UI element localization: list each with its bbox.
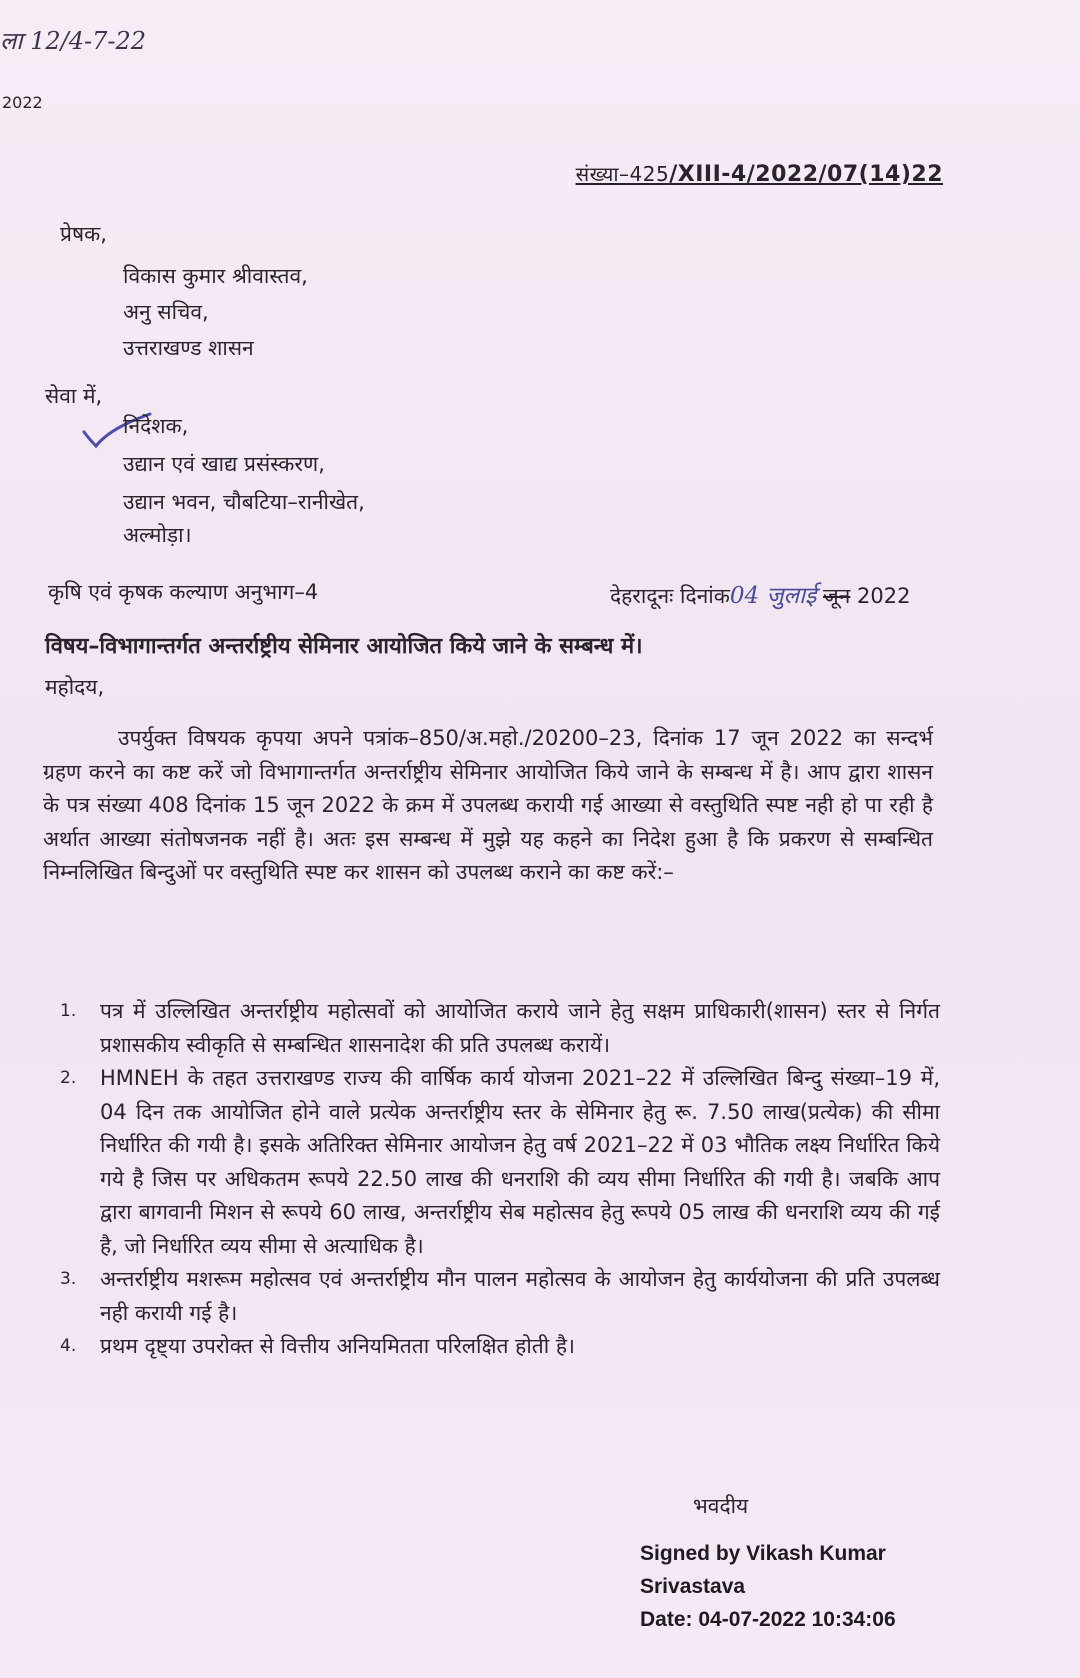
recipient-district: अल्मोड़ा। [123,523,192,547]
signature-line-2: Srivastava [640,1575,746,1598]
sender-office: उत्तराखण्ड शासन [123,336,254,360]
recipient-label: सेवा में, [45,384,103,408]
reference-number [576,160,943,187]
place-date [610,578,910,610]
recipient-title: निदेशक, [123,414,189,438]
point-number: 2. [60,1068,77,1088]
point-number: 4. [60,1336,77,1356]
date-year: 2022 [857,584,911,608]
list-item [60,995,940,1062]
handwritten-date: 04 जुलाई [729,583,817,609]
department-section: कृषि एवं कृषक कल्याण अनुभाग–4 [48,580,319,604]
sender-designation: अनु सचिव, [123,300,209,324]
point-text: पत्र में उल्लिखित अन्तर्राष्ट्रीय महोत्सवों को आयोजित कराये जाने हेतु सक्षम प्राधिकारी(शासन) स्तर से निर्गत प्रशासकीय स्वीकृति से सम्बन्धित शासनादेश की प्रति उपलब्ध करायें। [100,999,940,1057]
body-paragraph: उपर्युक्त विषयक कृपया अपने पत्रांक–850/अ.महो./20200–23, दिनांक 17 जून 2022 का सन्दर्भ ग्रहण करने का कष्ट करें जो विभागान्तर्गत अन्तर्राष्ट्रीय सेमिनार आयोजित किये जाने के सम्बन्ध में है। आप द्वारा शासन के पत्र संख्या 408 दिनांक 15 जून 2022 के क्रम में उपलब्ध करायी गई आख्या से वस्तुथिति स्पष्ट नही हो पा रही है अर्थात आख्या संतोषजनक नहीं है। अतः इस सम्बन्ध में मुझे यह कहने का निदेश हुआ है कि प्रकरण से सम्बन्धित निम्नलिखित बिन्दुओं पर वस्तुथिति स्पष्ट कर शासन को उपलब्ध कराने का कष्ट करें:– [43,726,933,885]
list-item [60,1062,940,1263]
recipient-dept: उद्यान एवं खाद्य प्रसंस्करण, [123,452,325,476]
digital-signature [640,1537,896,1636]
reference-code: /XIII-4/2022/07(14)22 [669,162,943,187]
place-date-prefix: देहरादूनः दिनांक [610,584,730,608]
subject-line: विषय–विभागान्तर्गत अन्तर्राष्ट्रीय सेमिनार आयोजित किये जाने के सम्बन्ध में। [45,634,643,659]
list-item [60,1263,940,1330]
recipient-address: उद्यान भवन, चौबटिया–रानीखेत, [123,490,365,514]
point-number: 3. [60,1269,77,1289]
list-item [60,1330,940,1364]
point-number: 1. [60,1001,77,1021]
point-text: अन्तर्राष्ट्रीय मशरूम महोत्सव एवं अन्तर्राष्ट्रीय मौन पालन महोत्सव के आयोजन हेतु कार्ययोजना की प्रति उपलब्ध नही करायी गई है। [100,1267,940,1325]
signature-date: Date: 04-07-2022 10:34:06 [640,1608,896,1631]
closing-text: भवदीय [693,1494,749,1518]
points-list [60,995,940,1364]
point-text: HMNEH के तहत उत्तराखण्ड राज्य की वार्षिक कार्य योजना 2021–22 में उल्लिखित बिन्दु संख्या–19 में, 04 दिन तक आयोजित होने वाले प्रत्येक अन्तर्राष्ट्रीय स्तर के सेमिनार हेतु रू. 7.50 लाख(प्रत्येक) की सीमा निर्धारित की गयी है। इसके अतिरिक्त सेमिनार आयोजन हेतु वर्ष 2021–22 में 03 भौतिक लक्ष्य निर्धारित किये गये है जिस पर अधिकतम रूपये 22.50 लाख की धनराशि की व्यय सीमा निर्धारित की गयी है। जबकि आप द्वारा बागवानी मिशन से रूपये 60 लाख, अन्तर्राष्ट्रीय सेब महोत्सव हेतु रूपये 05 लाख की धनराशि व्यय की गई है, जो निर्धारित व्यय सीमा से अत्याधिक है। [100,1066,940,1258]
point-text: प्रथम दृष्ट्या उपरोक्त से वित्तीय अनियमितता परिलक्षित होती है। [100,1334,575,1358]
handwritten-year: 2022 [2,93,43,112]
sender-label: प्रेषक, [60,222,107,246]
struck-month: जून [823,584,851,608]
salutation: महोदय, [45,675,105,699]
handwritten-top-note: ला 12/4-7-22 [0,27,147,55]
signature-line-1: Signed by Vikash Kumar [640,1542,886,1565]
sender-name: विकास कुमार श्रीवास्तव, [123,264,308,288]
reference-prefix: संख्या–425 [575,162,670,186]
